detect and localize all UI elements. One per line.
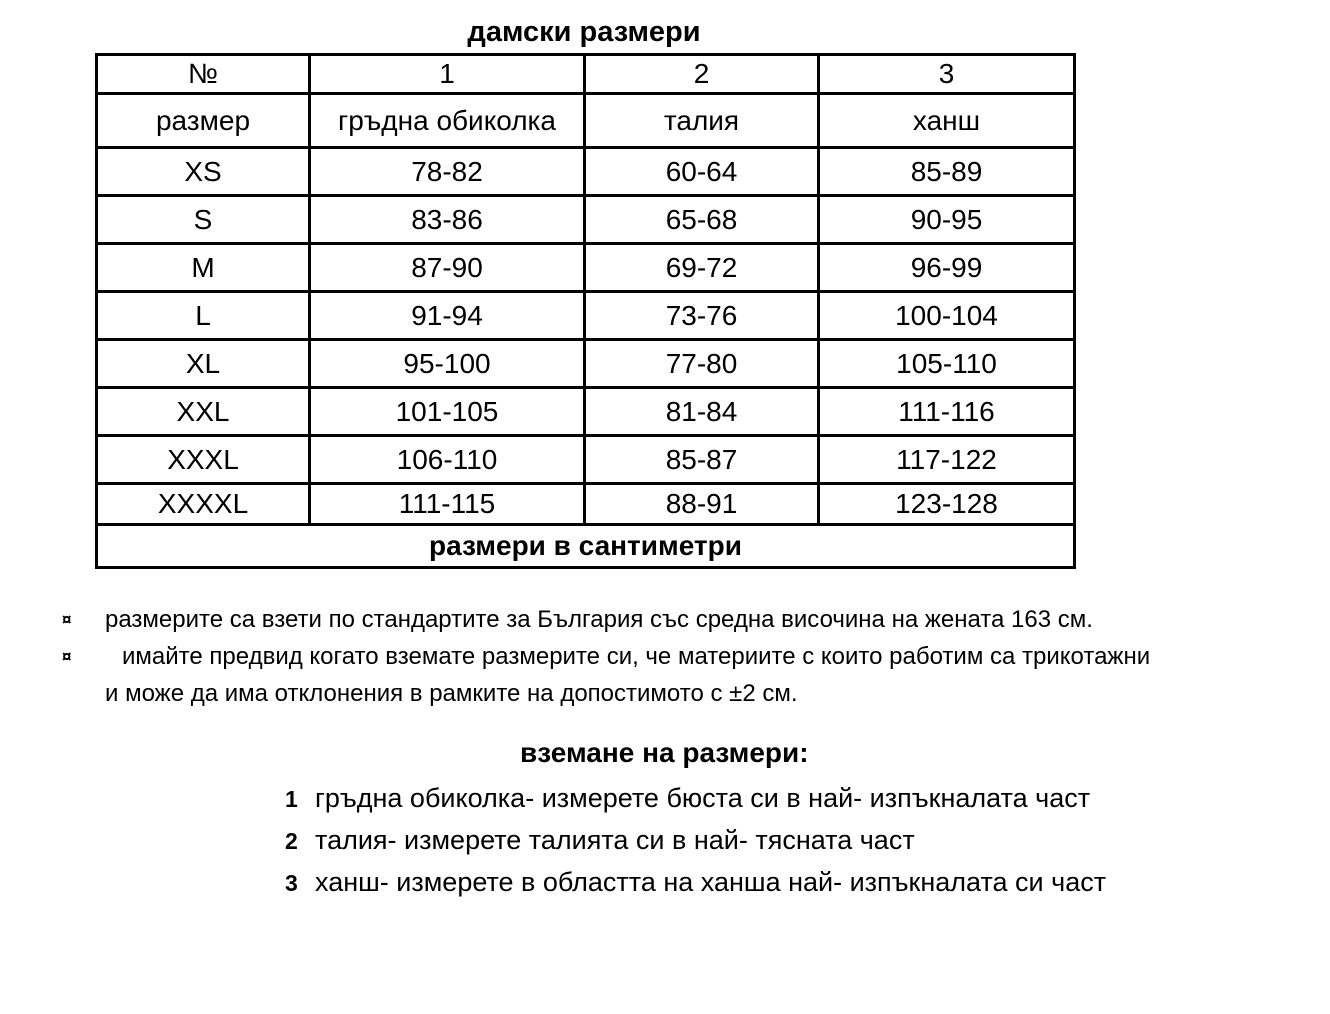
table-footer-row [97, 525, 1075, 568]
table-footer-cell: размери в сантиметри [97, 525, 1075, 568]
measuring-section [0, 736, 1330, 904]
note-text-continuation: и може да има отклонения в рамките на допостимото с ±2 см. [105, 680, 798, 707]
waist-cell: 88-91 [585, 484, 819, 525]
bust-cell: 83-86 [310, 196, 585, 244]
subheader-cell-hips: ханш [819, 94, 1075, 148]
measuring-list [0, 778, 1330, 904]
bust-cell: 87-90 [310, 244, 585, 292]
notes-section [0, 601, 1330, 712]
table-header-row [97, 55, 1075, 94]
table-row-xl [97, 340, 1075, 388]
waist-cell: 73-76 [585, 292, 819, 340]
subheader-cell-waist: талия [585, 94, 819, 148]
table-row-s [97, 196, 1075, 244]
item-text: ханш- измерете в областта на ханша най- изпъкналата си част [315, 867, 1107, 897]
subheader-cell-bust: гръдна обиколка [310, 94, 585, 148]
size-cell: L [97, 292, 310, 340]
bust-cell: 78-82 [310, 148, 585, 196]
currency-bullet-icon: ¤ [62, 610, 72, 629]
waist-cell: 65-68 [585, 196, 819, 244]
header-cell-1: 1 [310, 55, 585, 94]
waist-cell: 69-72 [585, 244, 819, 292]
hips-cell: 90-95 [819, 196, 1075, 244]
size-cell: XL [97, 340, 310, 388]
item-number: 2 [285, 828, 298, 854]
hips-cell: 123-128 [819, 484, 1075, 525]
bust-cell: 91-94 [310, 292, 585, 340]
size-cell: XXXXL [97, 484, 310, 525]
hips-cell: 111-116 [819, 388, 1075, 436]
size-cell: M [97, 244, 310, 292]
bust-cell: 101-105 [310, 388, 585, 436]
item-number: 3 [285, 870, 298, 896]
item-text: талия- измерете талията си в най- тясната част [315, 825, 915, 855]
waist-cell: 60-64 [585, 148, 819, 196]
note-item-2 [0, 638, 1330, 675]
size-cell: S [97, 196, 310, 244]
table-row-xs [97, 148, 1075, 196]
size-cell: XXXL [97, 436, 310, 484]
womens-size-table [95, 53, 1076, 569]
currency-bullet-icon: ¤ [62, 647, 72, 666]
bust-cell: 111-115 [310, 484, 585, 525]
header-cell-numero: № [97, 55, 310, 94]
hips-cell: 105-110 [819, 340, 1075, 388]
table-row-xxxl [97, 436, 1075, 484]
waist-cell: 85-87 [585, 436, 819, 484]
page-title: дамски размери [467, 16, 701, 48]
measuring-item-bust [0, 778, 1330, 820]
subheader-cell-size: размер [97, 94, 310, 148]
header-cell-3: 3 [819, 55, 1075, 94]
table-row-m [97, 244, 1075, 292]
bust-cell: 95-100 [310, 340, 585, 388]
measuring-heading: вземане на размери: [520, 737, 809, 768]
waist-cell: 81-84 [585, 388, 819, 436]
table-subheader-row [97, 94, 1075, 148]
note-text: имайте предвид когато вземате размерите си, че материите с които работим са трикотажни [122, 643, 1151, 670]
bust-cell: 106-110 [310, 436, 585, 484]
header-cell-2: 2 [585, 55, 819, 94]
item-number: 1 [285, 786, 298, 812]
waist-cell: 77-80 [585, 340, 819, 388]
hips-cell: 85-89 [819, 148, 1075, 196]
size-cell: XXL [97, 388, 310, 436]
table-row-l [97, 292, 1075, 340]
table-row-xxxxl [97, 484, 1075, 525]
note-text: размерите са взети по стандартите за България със средна височина на жената 163 см. [105, 606, 1093, 633]
hips-cell: 117-122 [819, 436, 1075, 484]
note-item-1 [0, 601, 1330, 638]
hips-cell: 96-99 [819, 244, 1075, 292]
measuring-item-waist [0, 820, 1330, 862]
hips-cell: 100-104 [819, 292, 1075, 340]
measuring-item-hips [0, 862, 1330, 904]
table-row-xxl [97, 388, 1075, 436]
size-cell: XS [97, 148, 310, 196]
item-text: гръдна обиколка- измерете бюста си в най- изпъкналата част [315, 783, 1091, 813]
